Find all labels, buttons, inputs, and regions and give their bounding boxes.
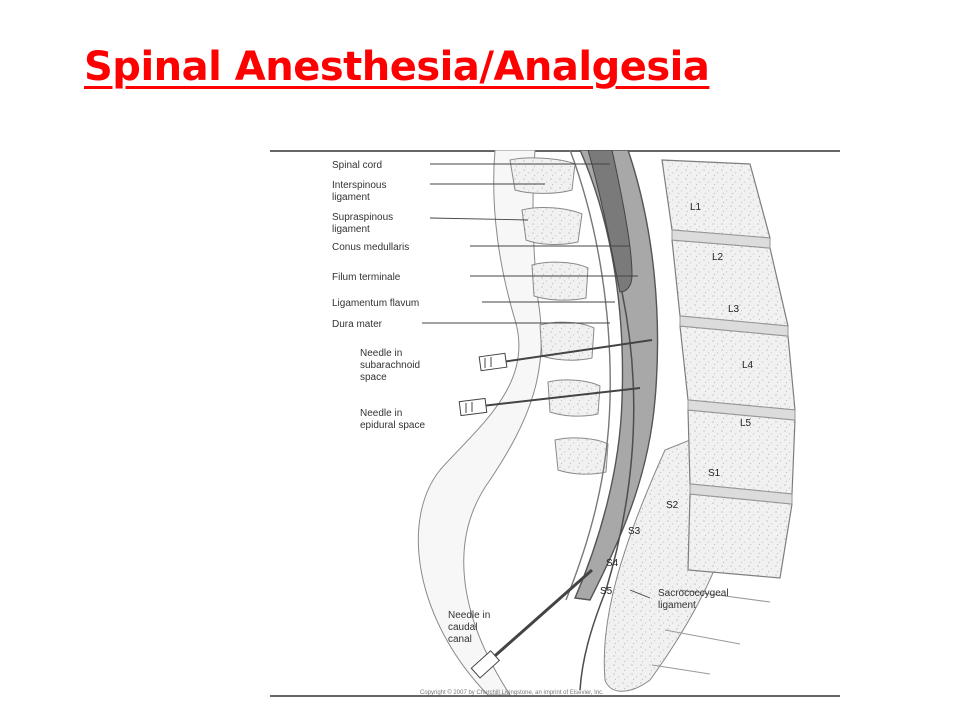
vertebra-label-s4: S4	[606, 558, 619, 569]
label-needle-caudal-3: canal	[448, 634, 472, 645]
label-sacrococcygeal-ligament: Sacrococcygeal	[658, 588, 729, 599]
label-ligamentum-flavum: Ligamentum flavum	[332, 298, 420, 309]
slide-title: Spinal Anesthesia/Analgesia	[84, 44, 710, 90]
label-supraspinous-ligament-2: ligament	[332, 224, 370, 235]
needle-caudal	[471, 570, 592, 678]
label-filum-terminale: Filum terminale	[332, 272, 401, 283]
label-conus-medullaris: Conus medullaris	[332, 242, 410, 253]
vertebra-label-s5: S5	[600, 586, 613, 597]
vertebra-label-s1: S1	[708, 468, 721, 479]
vertebra-label-s3: S3	[628, 526, 641, 537]
label-needle-caudal: Needle in	[448, 610, 491, 621]
vertebra-label-l4: L4	[742, 360, 754, 371]
spine-illustration	[270, 150, 840, 700]
label-interspinous-ligament-2: ligament	[332, 192, 370, 203]
vertebra-label-l5: L5	[740, 418, 752, 429]
label-needle-caudal-2: caudal	[448, 622, 478, 633]
label-needle-subarachnoid-3: space	[360, 372, 387, 383]
vertebra-label-s2: S2	[666, 500, 679, 511]
vertebra-label-l1: L1	[690, 202, 702, 213]
label-needle-subarachnoid-2: subarachnoid	[360, 360, 421, 371]
label-sacrococcygeal-ligament-2: ligament	[658, 600, 696, 611]
label-needle-subarachnoid: Needle in	[360, 348, 403, 359]
spine-diagram	[270, 150, 840, 700]
label-interspinous-ligament: Interspinous	[332, 180, 387, 191]
label-needle-epidural-2: epidural space	[360, 420, 426, 431]
label-needle-epidural: Needle in	[360, 408, 403, 419]
label-spinal-cord: Spinal cord	[332, 160, 383, 171]
vertebra-label-l3: L3	[728, 304, 740, 315]
label-dura-mater: Dura mater	[332, 319, 383, 330]
vertebra-label-l2: L2	[712, 252, 724, 263]
copyright-note: Copyright © 2007 by Churchill Livingstone, an imprint of Elsevier, Inc.	[420, 690, 604, 696]
label-supraspinous-ligament: Supraspinous	[332, 212, 394, 223]
